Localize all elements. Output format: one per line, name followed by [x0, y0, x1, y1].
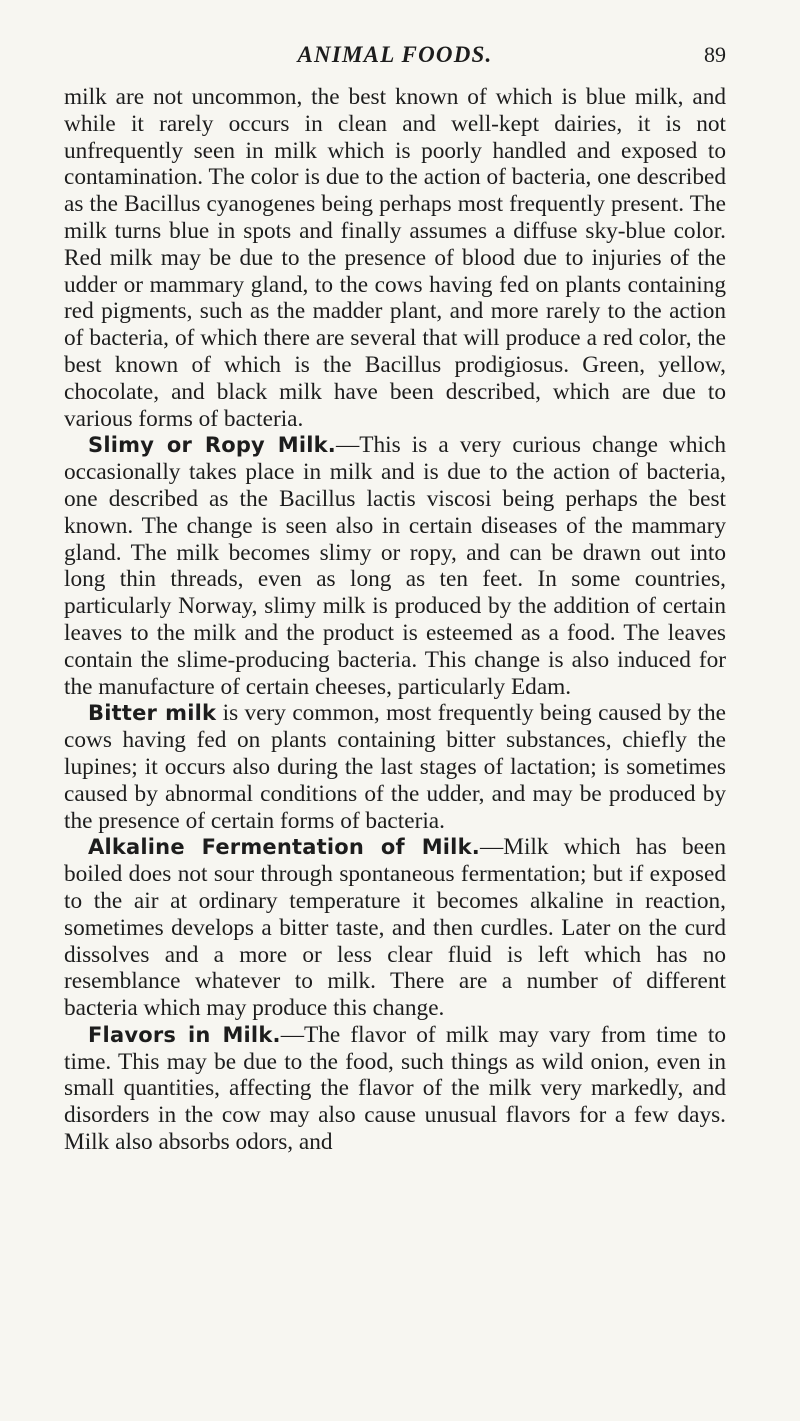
body-text: [64, 84, 726, 1156]
paragraph-text: —This is a very curious change which occasionally takes place in milk and is due to the action of bacteria, one described as the Bacillus lactis viscosi being perhaps the best known. The change is seen also in certain diseases of the mammary gland. The milk becomes slimy or ropy, and can be drawn out into long thin threads, even as long as ten feet. In some countries, particularly Norway, slimy milk is produced by the addition of certain leaves to the milk and the product is esteemed as a food. The leaves contain the slime-producing bacteria. This change is also induced for the manufacture of certain cheeses, particularly Edam.: [64, 432, 726, 700]
run-in-heading: Flavors in Milk.: [88, 1022, 281, 1047]
paragraph-text: milk are not uncommon, the best known of which is blue milk, and while it rarely occurs in clean and well-kept dairies, it is not unfrequently seen in milk which is poorly handled and exposed to contamination. The color is due to the action of bacteria, one described as the Bacillus cyanogenes being perhaps most frequently present. The milk turns blue in spots and finally assumes a diffuse sky-blue color. Red milk may be due to the presence of blood due to injuries of the udder or mammary gland, to the cows having fed on plants containing red pigments, such as the madder plant, and more rarely to the action of bacteria, of which there are several that will produce a red color, the best known of which is the Bacillus prodigiosus. Green, yellow, chocolate, and black milk have been described, which are due to various forms of bacteria.: [64, 84, 726, 432]
paragraph-text: is very common, most frequently being caused by the cows having fed on plants containing bitter substances, chiefly the lupines; it occurs also during the last stages of lactation; is sometimes caused by abnormal conditions of the udder, and may be produced by the presence of certain forms of bacteria.: [64, 700, 726, 834]
run-in-heading: Bitter milk: [88, 701, 217, 726]
run-in-heading: Slimy or Ropy Milk.: [88, 433, 336, 458]
paragraph-flavors: [64, 1022, 726, 1156]
paragraph-slimy-milk: [64, 432, 726, 700]
running-head-title: ANIMAL FOODS.: [297, 42, 493, 67]
paragraph-alkaline-fermentation: [64, 834, 726, 1022]
paragraph-text: —The flavor of milk may vary from time to time. This may be due to the food, such things as wild onion, even in small quantities, affecting the flavor of the milk very markedly, and disorders in the cow may also cause unusual flavors for a few days. Milk also absorbs odors, and: [64, 1021, 726, 1156]
page-number: 89: [704, 42, 726, 67]
run-in-heading: Alkaline Fermentation of Milk.: [88, 835, 480, 860]
running-head: [64, 38, 726, 74]
paragraph-bitter-milk: [64, 700, 726, 834]
paragraph-colored-milk: [64, 84, 726, 432]
paragraph-text: —Milk which has been boiled does not sour through spontaneous fermentation; but if exposed to the air at ordinary temperature it becomes alkaline in reaction, sometimes develops a bitter taste, and then curdles. Later on the curd dissolves and a more or less clear fluid is left which has no resemblance whatever to milk. There are a number of different bacteria which may produce this change.: [64, 834, 727, 1022]
